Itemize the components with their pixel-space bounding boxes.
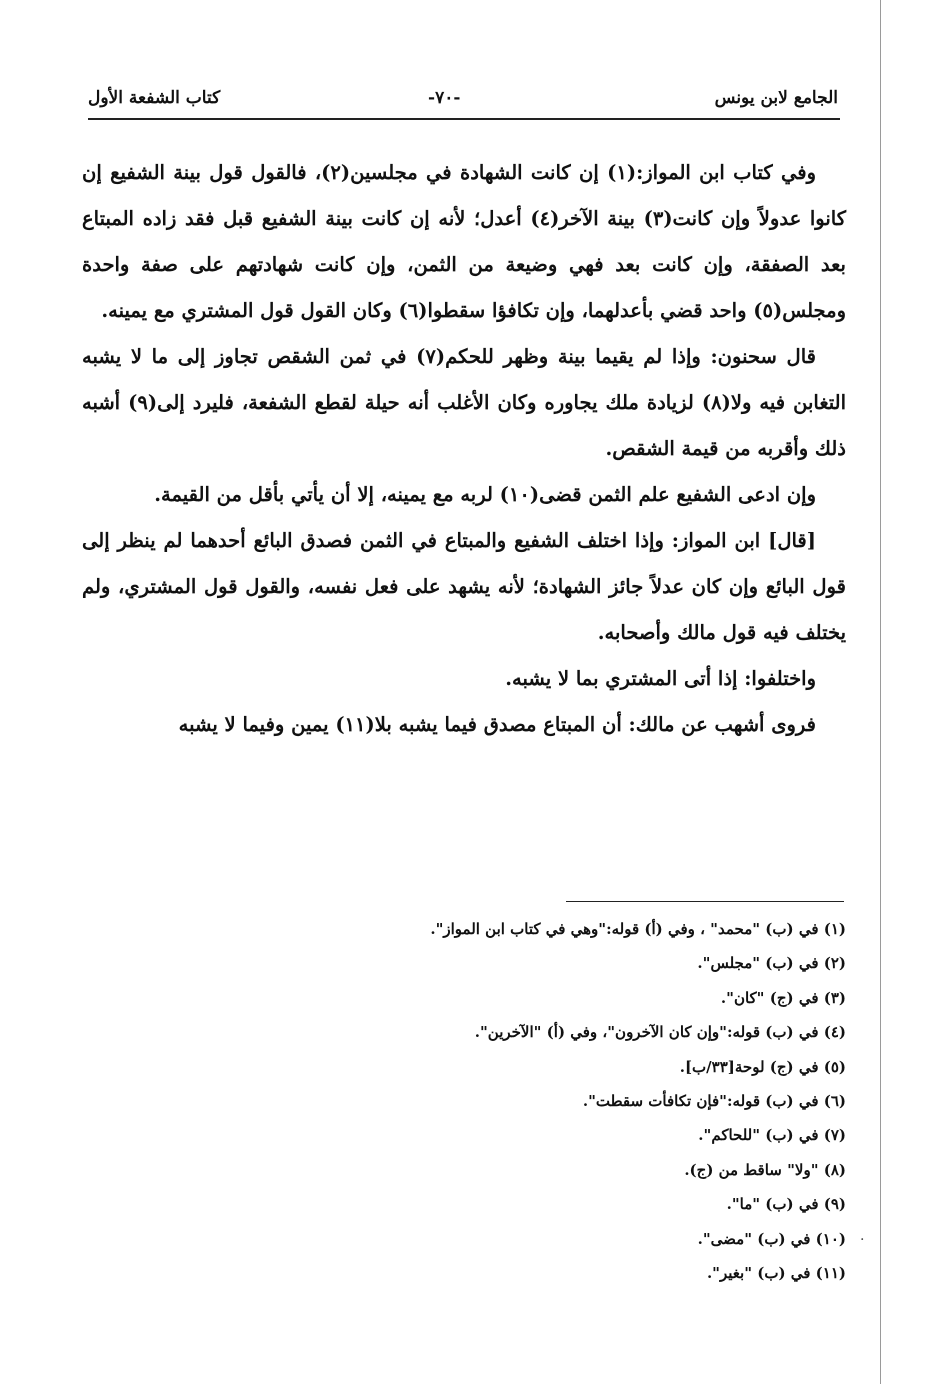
footnote: (١) في (ب) "محمد" ، وفي (أ) قوله:"وهي في كتاب ابن المواز". <box>430 920 846 938</box>
footnotes-list <box>200 912 846 1290</box>
paragraph: وإن ادعى الشفيع علم الثمن قضى(١٠) لربه مع يمينه، إلا أن يأتي بأقل من القيمة. <box>154 483 816 506</box>
footnote: (٧) في (ب) "للحاكم". <box>698 1126 846 1145</box>
footnote: (٤) في (ب) قوله:"وإن كان الآخرون"، وفي (أ) "الآخرين". <box>474 1023 846 1042</box>
page-number: -٧٠- <box>428 88 461 108</box>
page-edge-line <box>880 0 881 1384</box>
footnote: (٦) في (ب) قوله:"فإن تكافأت سقطت". <box>582 1091 846 1110</box>
paragraph: قال سحنون: وإذا لم يقيما بينة وظهر للحكم(٧) في ثمن الشقص تجاوز إلى ما لا يشبه التغابن فيه ولا(٨) لزيادة ملك يجاوره وكان الأغلب أنه حيلة لقطع الشفعة، فليرد إلى(٩) أشبه ذلك وأقربه من قيمة الشقص. <box>82 345 846 460</box>
margin-mark: . <box>860 1228 865 1244</box>
footnote: (١١) في (ب) "بغير". <box>706 1263 846 1282</box>
footnote: (٣) في (ج) "كان". <box>720 988 846 1007</box>
paragraph: فروى أشهب عن مالك: أن المبتاع مصدق فيما يشبه بلا(١١) يمين وفيما لا يشبه <box>178 713 816 736</box>
footnote: (٨) "ولا" ساقط من (ج). <box>684 1160 846 1179</box>
main-text <box>82 150 846 748</box>
paragraph: وفي كتاب ابن المواز:(١) إن كانت الشهادة في مجلسين(٢)، فالقول قول بينة الشفيع إن كانوا عدولاً وإن كانت(٣) بينة الآخر(٤) أعدل؛ لأنه إن كانت بينة الشفيع قبل فقد زاده المبتاع بعد الصفقة، وإن كانت بعد فهي وضيعة من الثمن، وإن كانت شهادتهم على صفة واحدة ومجلس(٥) واحد قضي بأعدلهما، وإن تكافؤا سقطوا(٦) وكان القول قول المشتري مع يمينه. <box>82 161 846 322</box>
footnote: (٥) في (ج) لوحة[٣٣/ب]. <box>679 1057 846 1076</box>
running-header <box>88 88 838 116</box>
paragraph: [قال] ابن المواز: وإذا اختلف الشفيع والمبتاع في الثمن فصدق البائع أحدهما لم ينظر إلى قول البائع وإن كان عدلاً جائز الشهادة؛ لأنه يشهد على فعل نفسه، والقول قول المشتري، ولم يختلف فيه قول مالك وأصحابه. <box>82 529 846 644</box>
footnote: (٢) في (ب) "مجلس". <box>697 954 846 973</box>
header-chapter-title: كتاب الشفعة الأول <box>88 88 221 108</box>
header-book-title: الجامع لابن يونس <box>714 88 838 108</box>
paragraph: واختلفوا: إذا أتى المشتري بما لا يشبه. <box>505 667 816 690</box>
footnote: (٩) في (ب) "ما". <box>726 1195 846 1214</box>
header-rule <box>88 118 840 120</box>
footnote-separator <box>566 901 844 902</box>
footnote: (١٠) في (ب) "مضى". <box>697 1229 846 1248</box>
